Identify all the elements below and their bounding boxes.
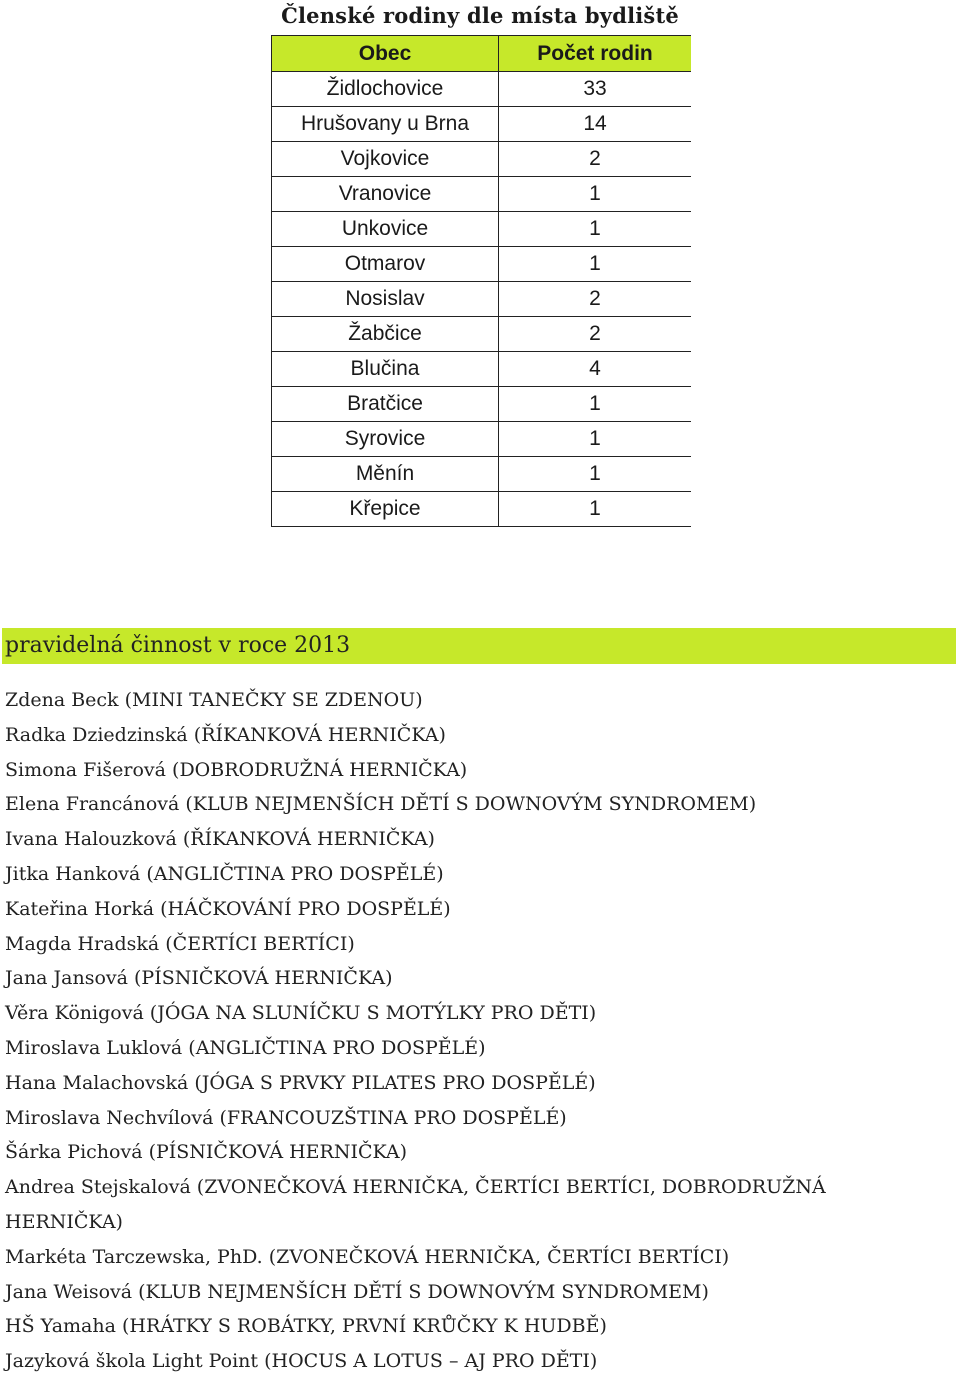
list-item: Jazyková škola Light Point (HOCUS A LOTUS – AJ PRO DĚTI): [5, 1350, 598, 1373]
table-header-row: [272, 36, 692, 72]
table-row: [272, 317, 692, 352]
town-cell: Otmarov: [272, 247, 499, 282]
table-row: [272, 352, 692, 387]
list-item: Kateřina Horká (HÁČKOVÁNÍ PRO DOSPĚLÉ): [5, 897, 451, 920]
town-cell: Nosislav: [272, 282, 499, 317]
family-count-cell: 1: [499, 457, 692, 492]
table-row: [272, 387, 692, 422]
table-row: [272, 107, 692, 142]
list-item: Jana Jansová (PÍSNIČKOVÁ HERNIČKA): [5, 967, 393, 990]
table-row: [272, 177, 692, 212]
family-count-cell: 1: [499, 492, 692, 527]
list-item: Simona Fišerová (DOBRODRUŽNÁ HERNIČKA): [5, 758, 468, 781]
list-item: Věra Königová (JÓGA NA SLUNÍČKU S MOTÝLKY PRO DĚTI): [5, 1002, 597, 1025]
family-count-cell: 1: [499, 212, 692, 247]
table-row: [272, 422, 692, 457]
column-header-town: Obec: [272, 36, 499, 72]
town-cell: Měnín: [272, 457, 499, 492]
family-count-cell: 1: [499, 387, 692, 422]
list-item: Andrea Stejskalová (ZVONEČKOVÁ HERNIČKA, ČERTÍCI BERTÍCI, DOBRODRUŽNÁ HERNIČKA): [5, 1176, 826, 1233]
town-cell: Bratčice: [272, 387, 499, 422]
family-count-cell: 1: [499, 247, 692, 282]
town-cell: Blučina: [272, 352, 499, 387]
section-heading-regular-activities: pravidelná činnost v roce 2013: [2, 628, 956, 664]
town-cell: Žabčice: [272, 317, 499, 352]
table-row: [272, 457, 692, 492]
town-cell: Syrovice: [272, 422, 499, 457]
table-row: [272, 212, 692, 247]
town-cell: Unkovice: [272, 212, 499, 247]
page-title: Členské rodiny dle místa bydliště: [281, 3, 679, 28]
list-item: Jitka Hanková (ANGLIČTINA PRO DOSPĚLÉ): [5, 862, 444, 885]
table-row: [272, 282, 692, 317]
list-item: Miroslava Nechvílová (FRANCOUZŠTINA PRO DOSPĚLÉ): [5, 1106, 567, 1129]
family-count-cell: 2: [499, 317, 692, 352]
list-item: Jana Weisová (KLUB NEJMENŠÍCH DĚTÍ S DOWNOVÝM SYNDROMEM): [5, 1280, 709, 1303]
table-row: [272, 247, 692, 282]
family-count-cell: 33: [499, 72, 692, 107]
family-count-cell: 4: [499, 352, 692, 387]
family-count-cell: 14: [499, 107, 692, 142]
table-row: [272, 492, 692, 527]
family-count-cell: 1: [499, 422, 692, 457]
families-by-town-table: [271, 35, 691, 527]
family-count-cell: 1: [499, 177, 692, 212]
list-item: Hana Malachovská (JÓGA S PRVKY PILATES PRO DOSPĚLÉ): [5, 1071, 596, 1094]
list-item: Magda Hradská (ČERTÍCI BERTÍCI): [5, 932, 355, 955]
list-item: Ivana Halouzková (ŘÍKANKOVÁ HERNIČKA): [5, 828, 435, 851]
list-item: Zdena Beck (MINI TANEČKY SE ZDENOU): [5, 689, 423, 711]
table-row: [272, 72, 692, 107]
list-item: Radka Dziedzinská (ŘÍKANKOVÁ HERNIČKA): [5, 723, 446, 746]
column-header-family-count: Počet rodin: [499, 36, 692, 72]
list-item: Šárka Pichová (PÍSNIČKOVÁ HERNIČKA): [5, 1141, 408, 1164]
table-row: [272, 142, 692, 177]
town-cell: Hrušovany u Brna: [272, 107, 499, 142]
town-cell: Židlochovice: [272, 72, 499, 107]
town-cell: Vranovice: [272, 177, 499, 212]
list-item: Miroslava Luklová (ANGLIČTINA PRO DOSPĚLÉ): [5, 1036, 486, 1059]
family-count-cell: 2: [499, 142, 692, 177]
activity-list: [5, 683, 945, 1379]
list-item: HŠ Yamaha (HRÁTKY S ROBÁTKY, PRVNÍ KRŮČKY K HUDBĚ): [5, 1315, 607, 1338]
list-item: Markéta Tarczewska, PhD. (ZVONEČKOVÁ HERNIČKA, ČERTÍCI BERTÍCI): [5, 1245, 730, 1268]
town-cell: Vojkovice: [272, 142, 499, 177]
list-item: Elena Francánová (KLUB NEJMENŠÍCH DĚTÍ S DOWNOVÝM SYNDROMEM): [5, 793, 757, 816]
family-count-cell: 2: [499, 282, 692, 317]
town-cell: Křepice: [272, 492, 499, 527]
